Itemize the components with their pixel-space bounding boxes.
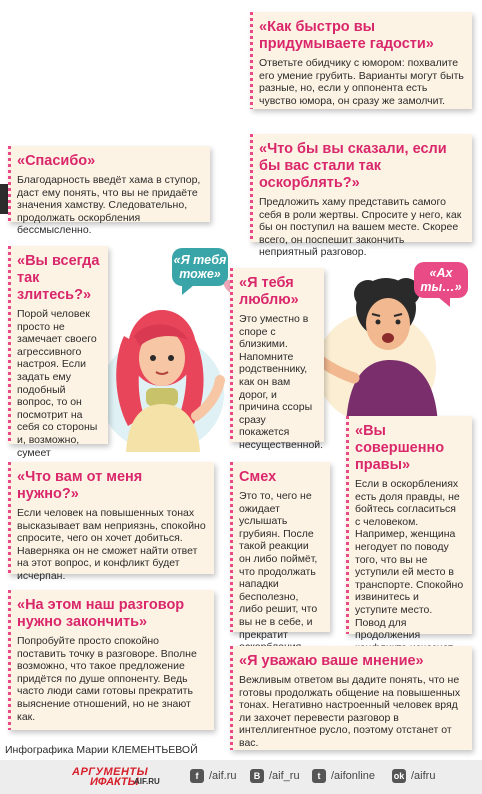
card-chto-by-vy (250, 134, 472, 259)
card-body: Если человек на повышенных тонах высказывает вам неприязнь, спокойно спросите, чего он хочет добиться. Наверняка он не сможет найти ответ на этот вопрос, и конфликт будет исчерпан. (17, 507, 206, 582)
card-title: «Вы всегда так злитесь?» (17, 253, 100, 303)
social-handle: /aif_ru (269, 770, 300, 782)
social-handle: /aif.ru (209, 770, 237, 782)
footer-bar (0, 760, 482, 794)
vk-icon: B (250, 769, 264, 783)
card-spasibo (8, 146, 210, 237)
twitter-icon: t (312, 769, 326, 783)
social-handle: /aifru (411, 770, 436, 782)
social-twitter[interactable] (312, 769, 375, 783)
card-title: Смех (239, 469, 277, 485)
card-zakonchit (8, 590, 214, 730)
card-body: Это то, чего не ожидает услышать грубиян. После такой реакции он либо поймёт, что продолжать нападки бесполезно, либо решит, что вы не в себе, и прекратит (239, 490, 318, 641)
card-body: Порой человек просто не замечает своего агрессивного настроя. Если задать ему подобный вопрос, то он посмотрит на себя со стороны и, возможно, сумеет (17, 308, 98, 459)
social-facebook[interactable] (190, 769, 237, 783)
card-chto-vam-nuzhno (8, 462, 214, 582)
card-smeh (230, 462, 330, 641)
odnoklassniki-icon: ok (393, 771, 405, 781)
logo-line-1: АРГУМЕНТЫ (72, 766, 149, 778)
card-body: Это уместно в споре с близкими. Напомните родственнику, как он вам дорог, и причина ссоры сразу покажется несущественной. (239, 313, 324, 451)
speech-bubble-ah-ty: «Ах ты…» (414, 262, 468, 298)
card-body: Вежливым ответом вы дадите понять, что не готовы продолжать общение на повышенных тонах. Негативно настроенный человек вряд ли захочет перевести разговор в интеллигентное русло, поэтому отстанет от вас. (239, 674, 461, 749)
infographic-credit: Инфографика Марии КЛЕМЕНТЬЕВОЙ (5, 744, 198, 756)
card-title: «Я уважаю ваше мнение» (239, 653, 424, 669)
card-body: Ответьте обидчику с юмором: похвалите его умение грубить. Варианты могут быть разные, но, если у оппонента есть чувство юмора, он сразу же замолчит. (259, 57, 464, 107)
card-title: «Что вам от меня нужно?» (17, 469, 143, 502)
card-body: Предложить хаму представить самого себя в роли жертвы. Спросите у него, как бы он поступил на вашем месте. Скорее всего, он поспешит закончить неприятный разговор. (259, 196, 462, 259)
card-ya-tebya-lyublyu (230, 268, 324, 451)
card-title: «Я тебя люблю» (239, 275, 299, 308)
social-handle: /aifonline (331, 770, 376, 782)
logo-line-3: AIF.RU (134, 777, 160, 786)
speech-bubble-love-too: «Я тебя тоже» (172, 248, 228, 286)
card-uvazhayu (230, 646, 472, 750)
card-title: «Как быстро вы придумываете гадости» (259, 19, 434, 52)
card-title: «Что бы вы сказали, если бы вас стали так оскорблять?» (259, 141, 447, 191)
social-vk[interactable] (250, 769, 300, 783)
card-vy-pravy (346, 416, 472, 642)
card-body: Если в оскорблениях есть доля правды, не бойтесь согласиться с человеком. Например, женщина негодует по поводу того, что вы не уступили ей место в транспорте. Спокойно извинитесь и уступите место. Повод для продолжения (355, 478, 464, 642)
card-vy-vsegda (8, 246, 108, 459)
card-kak-bystro (250, 12, 472, 109)
card-title: «Вы совершенно правы» (355, 423, 445, 473)
card-title: «Спасибо» (17, 153, 96, 169)
card-body: Благодарность введёт хама в ступор, даст ему понять, что вы не придаёте значения хамству. Следовательно, продолжать оскорбления бессмысленно. (17, 174, 201, 237)
facebook-icon: f (190, 769, 204, 783)
aif-logo[interactable] (72, 766, 168, 790)
card-body: Попробуйте просто спокойно поставить точку в разговоре. Вполне возможно, что такое предложение придётся по душе оппоненту. Ведь часто люди сами готовы прекратить выяснение отношений, но не знают как. (17, 635, 197, 723)
logo-line-2: ИФАКТЫ (90, 776, 139, 788)
card-title: «На этом наш разговор нужно закончить» (17, 597, 185, 630)
social-odnoklassniki[interactable] (392, 769, 435, 783)
